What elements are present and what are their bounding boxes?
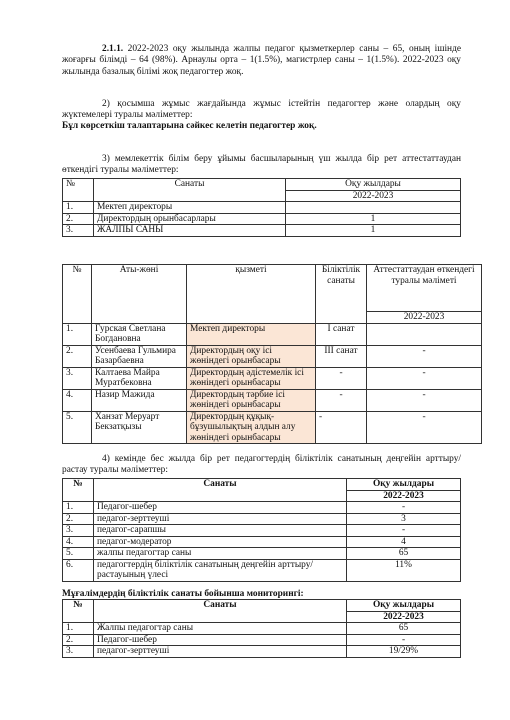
paragraph-extra-work-note: Бұл көрсеткіш талаптарына сәйкес келетін педагогтер жоқ. — [62, 121, 317, 131]
paragraph-monitoring-heading: Мұғалімдердің біліктілік санаты бойынша мониторингі: — [62, 589, 304, 599]
table-row — [63, 634, 461, 646]
cell-attestation: - — [367, 345, 482, 367]
cell-name: Директордың орынбасарлары — [94, 213, 286, 225]
cell-name: педагог-сарапшы — [94, 525, 347, 537]
cell-no: 1. — [63, 502, 94, 514]
cell-value — [286, 202, 461, 214]
cell-name: педагог-зерттеуші — [94, 513, 347, 525]
cell-name: Мектеп директоры — [94, 202, 286, 214]
table-row — [63, 513, 461, 525]
cell-position: Директордың оқу ісі жөніндегі орынбасары — [187, 345, 316, 367]
cell-position: Директордың тәрбие ісі жөніндегі орынбасары — [187, 389, 316, 411]
cell-name: Жалпы педагогтар саны — [94, 623, 347, 635]
table-row — [63, 559, 461, 581]
cell-value: - — [347, 634, 461, 646]
table-qualification-levels — [62, 478, 461, 582]
table-row — [63, 411, 482, 444]
cell-value: 65 — [347, 623, 461, 635]
col-qualification: Біліктілік санаты — [316, 265, 367, 324]
table-row — [63, 389, 482, 411]
paragraph-teacher-count — [62, 44, 461, 78]
cell-fullname: Калтаева Майра Муратбековна — [92, 367, 187, 389]
cell-value: 65 — [347, 548, 461, 560]
cell-name: педагогтердің біліктілік санатының деңгейін арттыру/растауының үлесі — [94, 559, 347, 581]
cell-value: - — [347, 502, 461, 514]
cell-name: Педагог-шебер — [94, 502, 347, 514]
cell-attestation: - — [367, 367, 482, 389]
cell-value: 19/29% — [347, 646, 461, 658]
cell-no: 1. — [63, 202, 94, 214]
col-category: Санаты — [94, 600, 347, 623]
col-no: № — [63, 600, 94, 623]
col-year: 2022-2023 — [286, 190, 461, 202]
col-category: Санаты — [94, 479, 347, 502]
col-no: № — [63, 479, 94, 502]
cell-value: 1 — [286, 225, 461, 237]
col-years: Оқу жылдары — [347, 479, 461, 491]
cell-no: 3. — [63, 646, 94, 658]
paragraph-text: 2022-2023 оқу жылында жалпы педагог қызметкерлер саны – 65, оның ішінде жоғарғы білімді – 64 (98%). Арнаулы орта – 1(1.5%), магистрлер саны – 1(1.5%). 2022-2023 оқу жылында базалық білімі жоқ педагогтер жоқ. — [62, 44, 461, 77]
cell-no: 2. — [63, 634, 94, 646]
table-management-staff — [62, 264, 482, 444]
cell-value: 1 — [286, 213, 461, 225]
cell-fullname: Гурская Светлана Богдановна — [92, 323, 187, 345]
cell-no: 2. — [63, 513, 94, 525]
table-row — [63, 536, 461, 548]
cell-no: 2. — [63, 213, 94, 225]
cell-no: 1. — [63, 323, 92, 345]
cell-position: Директордың құқық-бұзушылықтың алдын алу жөніндегі орынбасары — [187, 411, 316, 444]
cell-no: 4. — [63, 536, 94, 548]
cell-value: 3 — [347, 513, 461, 525]
table-row — [63, 646, 461, 658]
table-management-attestation — [62, 178, 461, 237]
cell-qualification: ІІІ санат — [316, 345, 367, 367]
cell-no: 2. — [63, 345, 92, 367]
cell-value: - — [347, 525, 461, 537]
cell-no: 4. — [63, 389, 92, 411]
cell-no: 3. — [63, 525, 94, 537]
cell-fullname: Ханзат Меруарт Бекзатқызы — [92, 411, 187, 444]
cell-fullname: Назир Мажида — [92, 389, 187, 411]
cell-no: 5. — [63, 411, 92, 444]
cell-value: 4 — [347, 536, 461, 548]
cell-qualification: І санат — [316, 323, 367, 345]
paragraph-attestation: 3) мемлекеттік білім беру ұйымы басшыларының үш жылда бір рет аттестаттаудан өткендігі туралы мәліметтер: — [62, 154, 461, 176]
cell-no: 3. — [63, 367, 92, 389]
cell-qualification: - — [316, 367, 367, 389]
paragraph-qualification: 4) кемінде бес жылда бір рет педагогтердің біліктілік санатының деңгейін арттыру/растау туралы мәліметтер: — [62, 454, 461, 476]
col-position: қызметі — [187, 265, 316, 324]
col-fullname: Аты-жөні — [92, 265, 187, 324]
cell-no: 1. — [63, 623, 94, 635]
cell-attestation: - — [367, 389, 482, 411]
cell-attestation: - — [367, 411, 482, 444]
table-row — [63, 367, 482, 389]
cell-name: педагог-зерттеуші — [94, 646, 347, 658]
table-row — [63, 213, 461, 225]
col-category: Санаты — [94, 179, 286, 202]
col-no: № — [63, 265, 92, 324]
section-number: 2.1.1. — [102, 44, 124, 54]
cell-name: Педагог-шебер — [94, 634, 347, 646]
table-row — [63, 548, 461, 560]
cell-no: 3. — [63, 225, 94, 237]
cell-position: Мектеп директоры — [187, 323, 316, 345]
paragraph-extra-work: 2) қосымша жұмыс жағдайында жұмыс істейтін педагогтер және олардың оқу жүктемелері туралы мәліметтер: — [62, 99, 461, 121]
col-years: Оқу жылдары — [286, 179, 461, 191]
cell-attestation — [367, 323, 482, 345]
table-row — [63, 525, 461, 537]
col-year: 2022-2023 — [347, 490, 461, 502]
col-year: 2022-2023 — [367, 312, 482, 324]
table-row — [63, 225, 461, 237]
table-row — [63, 345, 482, 367]
cell-name: жалпы педагогтар саны — [94, 548, 347, 560]
col-years: Оқу жылдары — [347, 600, 461, 612]
cell-position: Директордың әдістемелік ісі жөніндегі орынбасары — [187, 367, 316, 389]
table-row — [63, 323, 482, 345]
col-attestation: Аттестаттаудан өткендегі туралы мәліметі — [367, 265, 482, 312]
cell-name: педагог-модератор — [94, 536, 347, 548]
cell-no: 5. — [63, 548, 94, 560]
cell-fullname: Усенбаева Гульмира Базарбаевна — [92, 345, 187, 367]
cell-value: 11% — [347, 559, 461, 581]
col-no: № — [63, 179, 94, 202]
table-row — [63, 202, 461, 214]
table-row — [63, 502, 461, 514]
cell-name: ЖАЛПЫ САНЫ — [94, 225, 286, 237]
table-qualification-monitoring — [62, 599, 461, 658]
cell-qualification: - — [316, 389, 367, 411]
col-year: 2022-2023 — [347, 611, 461, 623]
table-row — [63, 623, 461, 635]
cell-no: 6. — [63, 559, 94, 581]
cell-qualification: - — [316, 411, 367, 444]
